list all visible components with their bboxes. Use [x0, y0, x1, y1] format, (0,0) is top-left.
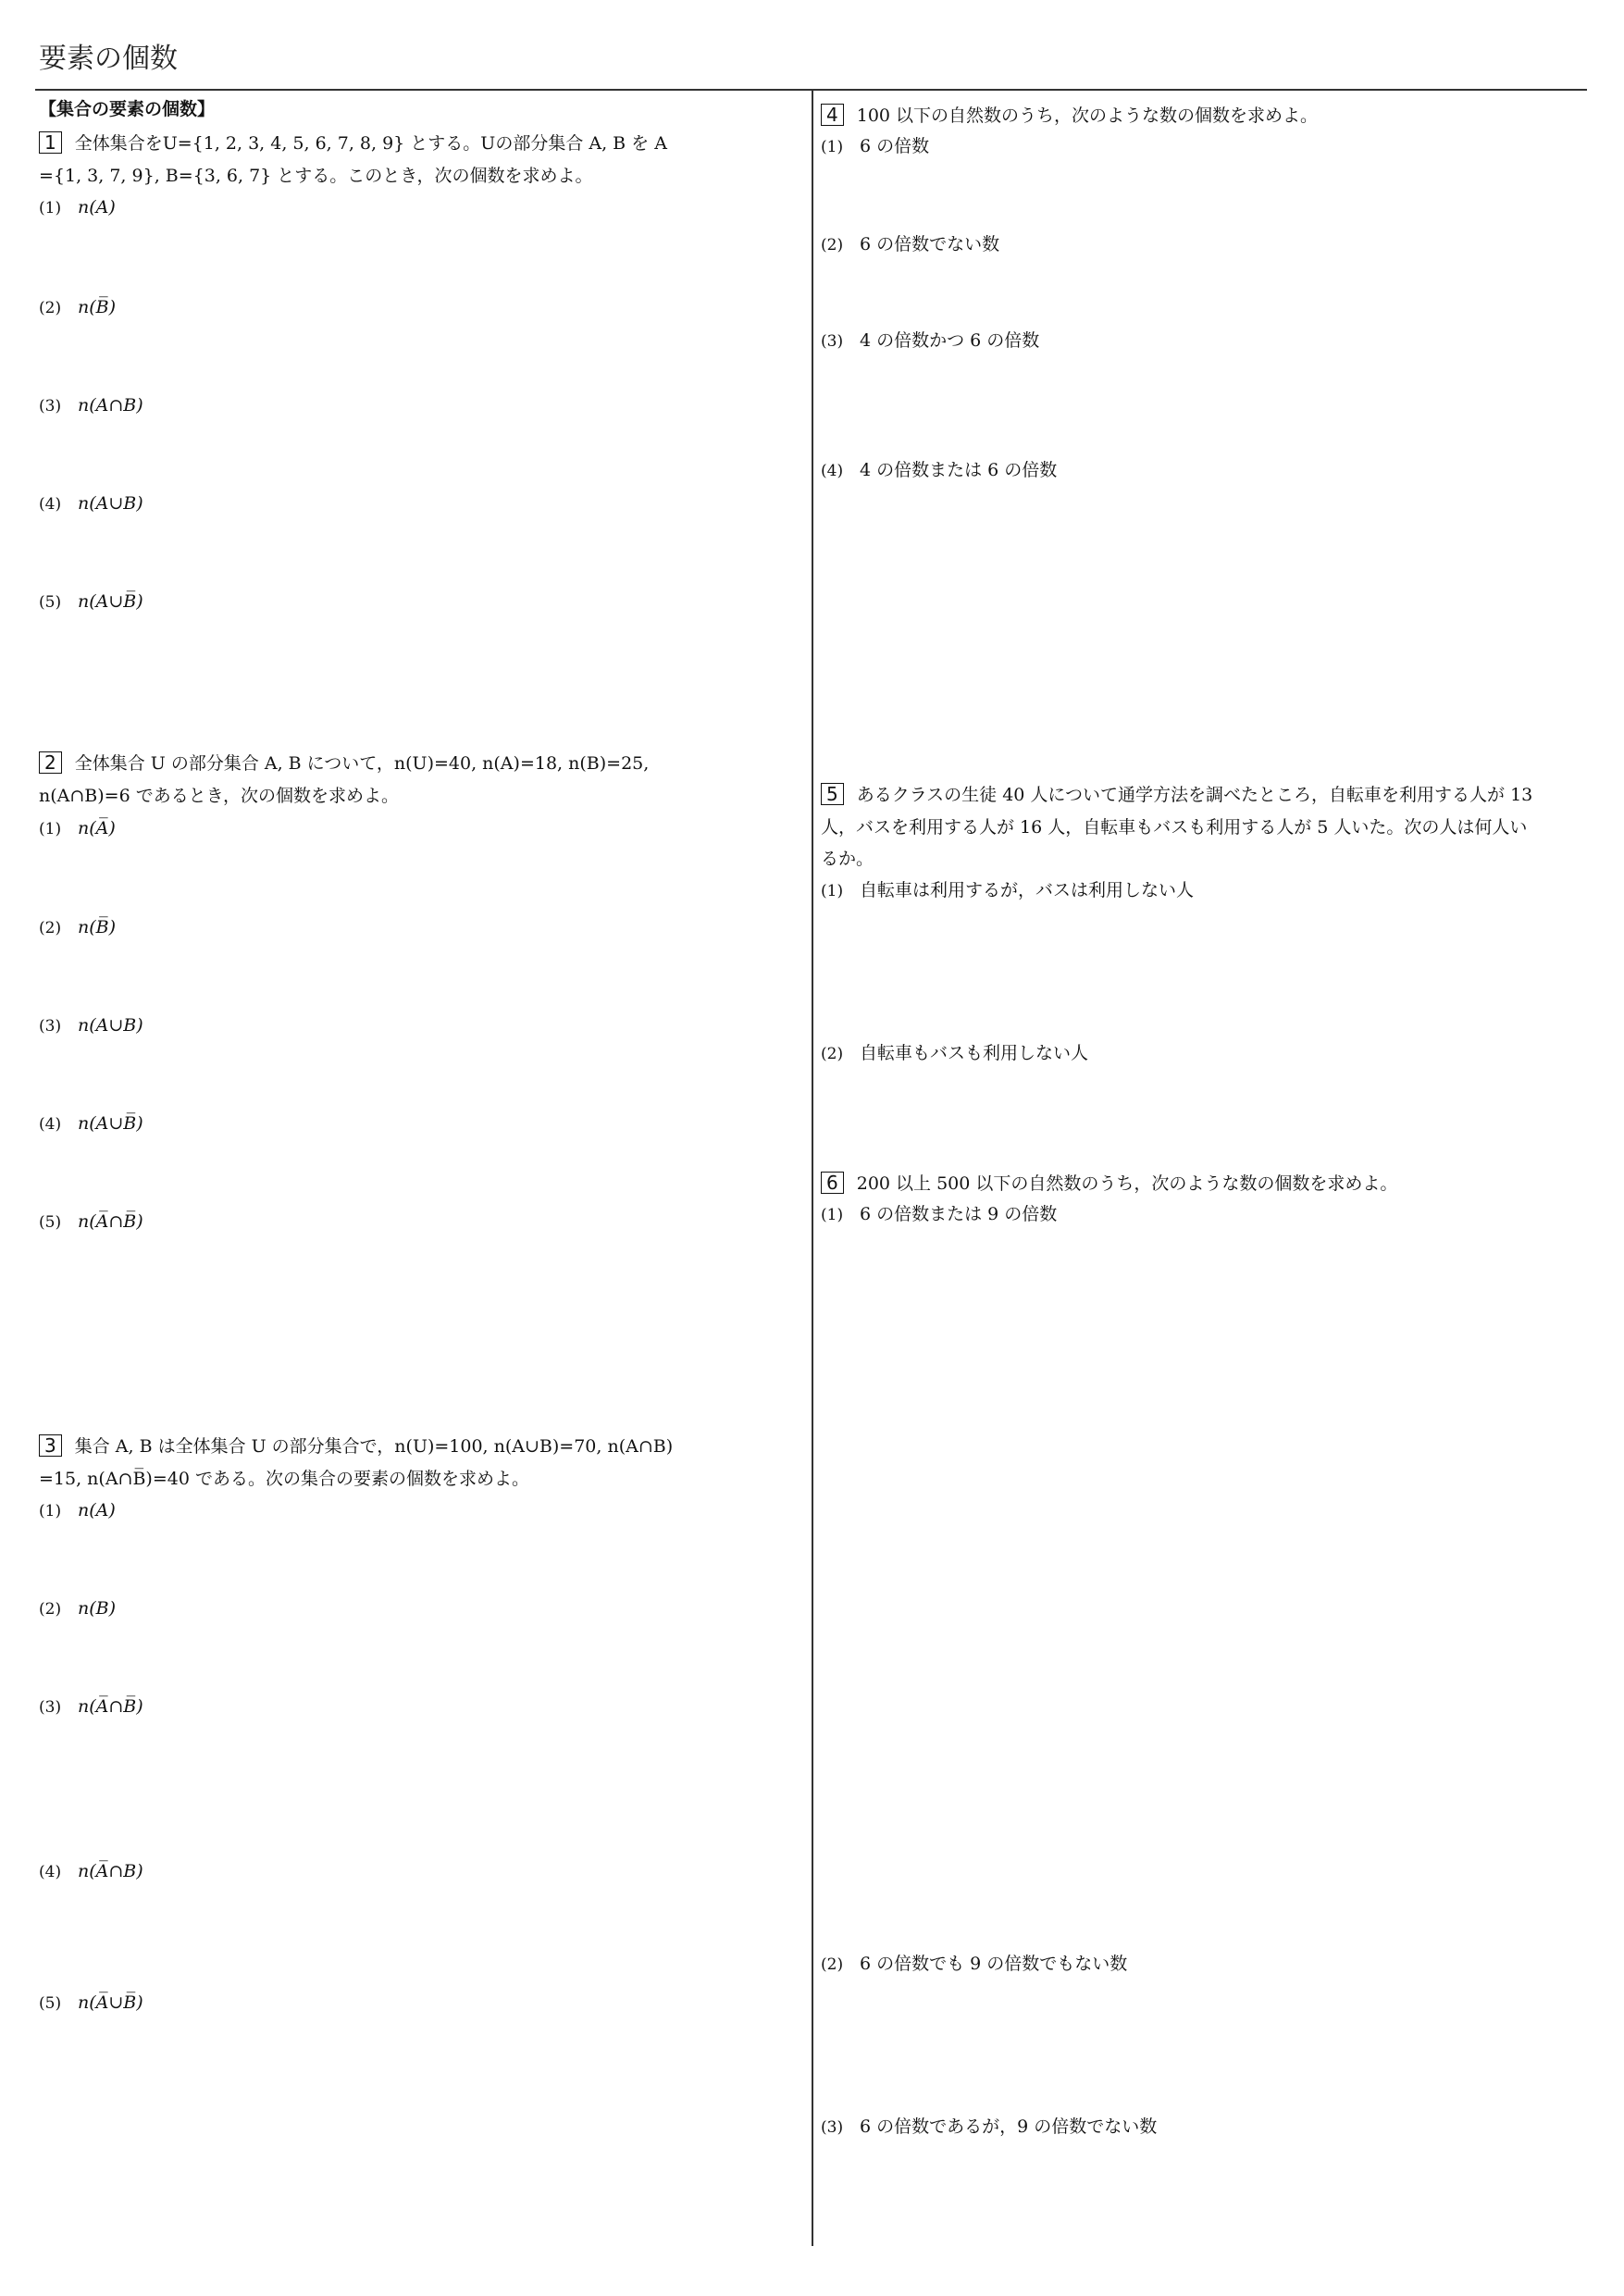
q3-item-2 — [39, 1597, 116, 1620]
question-number-5: 5 — [821, 783, 844, 805]
q1-item-1-expr: n(A) — [78, 197, 116, 217]
q1-item-5-label: (5) — [39, 593, 62, 612]
question-2-text-1: 全体集合 U の部分集合 A, B について，n(U)=40, n(A)=18, n(B)=25, — [74, 753, 650, 774]
q4-item-1-text: 6 の倍数 — [860, 136, 930, 156]
q4-item-4-label: (4) — [821, 462, 844, 480]
question-2-line-2: n(A∩B)=6 であるとき，次の個数を求めよ。 — [39, 786, 399, 806]
q6-item-1-label: (1) — [821, 1206, 844, 1224]
q6-item-3-text: 6 の倍数であるが，9 の倍数でない数 — [860, 2116, 1158, 2137]
q4-item-1-label: (1) — [821, 138, 844, 156]
question-5-line-2: 人，バスを利用する人が 16 人，自転車もバスも利用する人が 5 人いた。次の人は何人い — [821, 817, 1528, 838]
question-6-text-1: 200 以上 500 以下の自然数のうち，次のような数の個数を求めよ。 — [856, 1173, 1398, 1194]
q5-item-1-text: 自転車は利用するが，バスは利用しない人 — [860, 880, 1195, 900]
q2-item-4-label: (4) — [39, 1115, 62, 1134]
question-3-text-1: 集合 A, B は全体集合 U の部分集合で，n(U)=100, n(A∪B)=70, n(A∩B) — [74, 1436, 674, 1457]
question-4-text-1: 100 以下の自然数のうち，次のような数の個数を求めよ。 — [856, 105, 1319, 126]
question-1-line-1 — [39, 131, 667, 155]
q4-item-3 — [821, 329, 1039, 353]
q4-item-1 — [821, 135, 929, 158]
column-divider — [812, 90, 813, 2246]
q6-item-3 — [821, 2116, 1157, 2139]
q6-item-3-label: (3) — [821, 2118, 844, 2137]
question-number-3: 3 — [39, 1434, 62, 1457]
q5-item-2-label: (2) — [821, 1045, 844, 1063]
q5-item-2-text: 自転車もバスも利用しない人 — [860, 1043, 1089, 1063]
q3-item-3-label: (3) — [39, 1698, 62, 1717]
q2-item-5-label: (5) — [39, 1213, 62, 1232]
q2-item-4-expr: n(A∪B̅) — [78, 1113, 143, 1134]
question-number-4: 4 — [821, 104, 844, 126]
q6-item-2-text: 6 の倍数でも 9 の倍数でもない数 — [860, 1954, 1128, 1974]
q6-item-2 — [821, 1953, 1127, 1976]
q6-item-1-text: 6 の倍数または 9 の倍数 — [860, 1204, 1058, 1224]
question-3-line-2: =15, n(A∩B̅)=40 である。次の集合の要素の個数を求めよ。 — [39, 1469, 529, 1489]
question-number-2: 2 — [39, 751, 62, 774]
q5-item-1 — [821, 879, 1194, 902]
q2-item-1 — [39, 817, 116, 840]
question-5-line-1 — [821, 783, 1532, 806]
q1-item-3-expr: n(A∩B) — [78, 395, 143, 416]
q2-item-5-expr: n(A̅∩B̅) — [78, 1211, 143, 1232]
q3-item-2-label: (2) — [39, 1600, 62, 1619]
q3-item-1 — [39, 1499, 116, 1522]
q1-item-2 — [39, 296, 116, 319]
q2-item-2-label: (2) — [39, 919, 62, 937]
q3-item-1-expr: n(A) — [78, 1500, 116, 1520]
q6-item-2-label: (2) — [821, 1955, 844, 1974]
q5-item-1-label: (1) — [821, 882, 844, 900]
q3-item-5-label: (5) — [39, 1994, 62, 2013]
q3-item-3 — [39, 1695, 143, 1719]
q1-item-4-expr: n(A∪B) — [78, 493, 143, 514]
q3-item-4-expr: n(A̅∩B) — [78, 1861, 143, 1881]
q1-item-4-label: (4) — [39, 495, 62, 514]
q3-item-5 — [39, 1992, 143, 2015]
q3-item-4 — [39, 1860, 143, 1883]
question-1-line-2: ={1, 3, 7, 9}, B={3, 6, 7} とする。このとき，次の個数を求めよ。 — [39, 166, 593, 186]
q2-item-2-expr: n(B̅) — [78, 917, 117, 937]
q4-item-2-label: (2) — [821, 236, 844, 254]
q4-item-3-text: 4 の倍数かつ 6 の倍数 — [860, 330, 1040, 351]
q2-item-3 — [39, 1014, 143, 1037]
q1-item-3-label: (3) — [39, 397, 62, 416]
q3-item-2-expr: n(B) — [78, 1598, 117, 1619]
q1-item-2-expr: n(B̅) — [78, 297, 117, 317]
q1-item-5 — [39, 590, 143, 614]
question-number-6: 6 — [821, 1172, 844, 1194]
q5-item-2 — [821, 1042, 1088, 1065]
q3-item-4-label: (4) — [39, 1863, 62, 1881]
q1-item-5-expr: n(A∪B̅) — [78, 591, 143, 612]
q4-item-4-text: 4 の倍数または 6 の倍数 — [860, 460, 1058, 480]
q6-item-1 — [821, 1203, 1057, 1226]
q2-item-4 — [39, 1112, 143, 1136]
q4-item-4 — [821, 459, 1057, 482]
q2-item-5 — [39, 1210, 143, 1234]
q4-item-3-label: (3) — [821, 332, 844, 351]
q3-item-3-expr: n(A̅∩B̅) — [78, 1696, 143, 1717]
q2-item-2 — [39, 916, 116, 939]
question-4-line-1 — [821, 104, 1318, 127]
q1-item-3 — [39, 394, 143, 417]
q2-item-1-label: (1) — [39, 820, 62, 838]
q2-item-1-expr: n(A̅) — [78, 818, 116, 838]
q3-item-1-label: (1) — [39, 1502, 62, 1520]
question-3-line-1 — [39, 1434, 673, 1458]
page-title: 要素の個数 — [39, 43, 178, 75]
question-number-1: 1 — [39, 131, 62, 154]
q4-item-2-text: 6 の倍数でない数 — [860, 234, 1000, 254]
question-1-text-1: 全体集合をU={1, 2, 3, 4, 5, 6, 7, 8, 9} とする。Uの部分集合 A, B を A — [74, 133, 667, 154]
q2-item-3-expr: n(A∪B) — [78, 1015, 143, 1036]
q1-item-4 — [39, 492, 143, 515]
question-5-line-3: るか。 — [821, 849, 874, 869]
q1-item-2-label: (2) — [39, 299, 62, 317]
section-title: 【集合の要素の個数】 — [39, 99, 216, 119]
q4-item-2 — [821, 233, 999, 256]
q3-item-5-expr: n(A̅∪B̅) — [78, 1992, 143, 2013]
question-6-line-1 — [821, 1172, 1397, 1195]
question-2-line-1 — [39, 751, 649, 775]
q2-item-3-label: (3) — [39, 1017, 62, 1036]
question-5-text-1: あるクラスの生徒 40 人について通学方法を調べたところ，自転車を利用する人が 13 — [856, 785, 1533, 805]
q1-item-1-label: (1) — [39, 199, 62, 217]
q1-item-1 — [39, 196, 116, 219]
